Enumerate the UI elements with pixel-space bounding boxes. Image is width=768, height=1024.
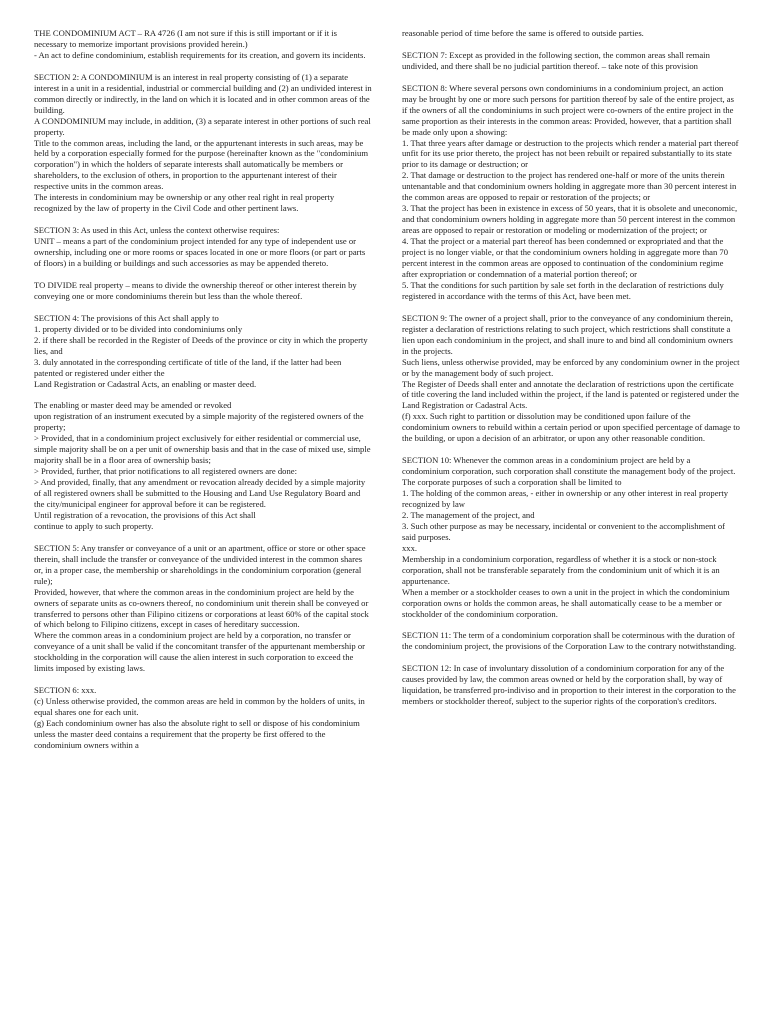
left-column-text: THE CONDOMINIUM ACT – RA 4726 (I am not sure if this is still important or if it is necessary to memorize important provisions provided herein.) - An act to define condominium, establish requirements for its creation, and govern its incidents. SECTION 2: A CONDOMINIUM is an interest in real property consisting of (1) a separate interest in a unit in a residential, industrial or commercial building and (2) an undivided interest in common directly or indirectly, in the land on which it is located and in other common areas of the building. A CONDOMINIUM may include, in addition, (3) a separate interest in other portions of such real property. Title to the common areas, including the land, or the appurtenant interests in such areas, may be held by a corporation especially formed for the purpose (hereinafter known as the "condominium corporation") in which the holders of separate interests shall automatically be members or shareholders, to the exclusion of others, in proportion to the appurtenant interest of their respective units in the common areas. The interests in condominium may be ownership or any other real right in real property recognized by the law of property in the Civil Code and other pertinent laws. SECTION 3: As used in this Act, unless the context otherwise requires: UNIT – means a part of the condominium project intended for any type of independent use or ownership, including one or more rooms or spaces located in one or more floors (or part or parts of floors) in a building or buildings and such accessories as may be appended thereto. TO DIVIDE real property – means to divide the ownership thereof or other interest therein by conveying one or more condominiums therein but less than the whole thereof. SECTION 4: The provisions of this Act shall apply to 1. property divided or to be divided into condominiums only 2. if there shall be recorded in the Register of Deeds of the province or city in which the property lies, and 3. duly annotated in the corresponding certificate of title of the land, if the latter had been patented or registered under either the Land Registration or Cadastral Acts, an enabling or master deed. The enabling or master deed may be amended or revoked upon registration of an instrument executed by a simple majority of the registered owners of the property; > Provided, that in a condominium project exclusively for either residential or commercial use, simple majority shall be on a per unit of ownership basis and that in the case of mixed use, simple majority shall be in a floor area of ownership basis; > Provided, further, that prior notifications to all registered owners are done: > And provided, finally, that any amendment or revocation already decided by a simple majority of all registered owners shall be submitted to the Housing and Land Use Regulatory Board and the city/municipal engineer for approval before it can be registered. Until registration of a revocation, the provisions of this Act shall continue to apply to such property. SECTION 5: Any transfer or conveyance of a unit or an apartment, office or store or other space therein, shall include the transfer or conveyance of the undivided interest in the common shares or, in a proper case, the membership or shareholdings in the condominium corporation (general rule); Provided, however, that where the common areas in the condominium project are held by the owners of separate units as co-owners thereof, no condominium unit therein shall be conveyed or transferred to persons other than Filipino citizens or corporations at least 60% of the capital stock of which belong to Filipino citizens, except in cases of hereditary succession. Where the common areas in a condominium project are held by a corporation, no transfer or conveyance of a unit shall be valid if the concomitant transfer of the appurtenant membership or stockholding in the corporation will cause the alien interest in such corporation to exceed the limits imposed by existing laws. SECTION 6: xxx. (c) Unless otherwise provided, the common areas are held in common by the holders of units, in equal shares one for each unit. (g) Each condominium owner has also the absolute right to sell or dispose of his condominium unless the master deed contains a requirement that the property be first offered to the condominium owners within a <box>34 28 372 750</box>
right-column-text: reasonable period of time before the same is offered to outside parties. SECTION 7: Except as provided in the following section, the common areas shall remain undivided, and there shall be no judicial partition thereof. – take note of this provision SECTION 8: Where several persons own condominiums in a condominium project, an action may be brought by one or more such persons for partition thereof by sale of the entire project, as if the owners of all the condominiums in such project were co-owners of the entire project in the same proportion as their interests in the common areas: Provided, however, that a partition shall be made only upon a showing: 1. That three years after damage or destruction to the projects which render a material part thereof unfit for its use prior thereto, the project has not been rebuilt or repaired substantially to its state prior to its damage or destruction; or 2. That damage or destruction to the project has rendered one-half or more of the units therein untenantable and that condominium owners holding in aggregate more than 30 percent interest in the common areas are opposed to repair or restoration of the projects; or 3. That the project has been in existence in excess of 50 years, that it is obsolete and uneconomic, and that condominium owners holding in aggregate more than 50 percent interest in the common areas are opposed to repair or restoration or modeling or modernization of the project; or 4. That the project or a material part thereof has been condemned or expropriated and that the project is no longer viable, or that the condominium owners holding in aggregate more than 70 percent interest in the common areas are opposed to continuation of the condominium regime after expropriation or condemnation of a material portion thereof; or 5. That the conditions for such partition by sale set forth in the declaration of restrictions duly registered in accordance with the terms of this Act, have been met. SECTION 9: The owner of a project shall, prior to the conveyance of any condominium therein, register a declaration of restrictions relating to such project, which restrictions shall constitute a lien upon each condominium in the project, and shall inure to and bind all condominium owners in the projects. Such liens, unless otherwise provided, may be enforced by any condominium owner in the project or by the management body of such project. The Register of Deeds shall enter and annotate the declaration of restrictions upon the certificate of title covering the land included within the project, if the land is patented or registered under the Land Registration or Cadastral Acts. (f) xxx. Such right to partition or dissolution may be conditioned upon failure of the condominium owners to rebuild within a certain period or upon specified percentage of damage to the building, or upon a decision of an arbitrator, or upon any other reasonable condition. SECTION 10: Whenever the common areas in a condominium project are held by a condominium corporation, such corporation shall constitute the management body of the project. The corporate purposes of such a corporation shall be limited to 1. The holding of the common areas, - either in ownership or any other interest in real property recognized by law 2. The management of the project, and 3. Such other purpose as may be necessary, incidental or convenient to the accomplishment of said purposes. xxx. Membership in a condominium corporation, regardless of whether it is a stock or non-stock corporation, shall not be transferable separately from the condominium unit of which it is an appurtenance. When a member or a stockholder ceases to own a unit in the project in which the condominium corporation owns or holds the common areas, he shall automatically cease to be a member or stockholder of the condominium corporation. SECTION 11: The term of a condominium corporation shall be coterminous with the duration of the condominium project, the provisions of the Corporation Law to the contrary notwithstanding. SECTION 12: In case of involuntary dissolution of a condominium corporation for any of the causes provided by law, the common areas owned or held by the corporation shall, by way of liquidation, be transferred pro-indiviso and in proportion to their interest in the corporation to the members or stockholder thereof, subject to the superior rights of the corporation's creditors. <box>402 28 740 707</box>
